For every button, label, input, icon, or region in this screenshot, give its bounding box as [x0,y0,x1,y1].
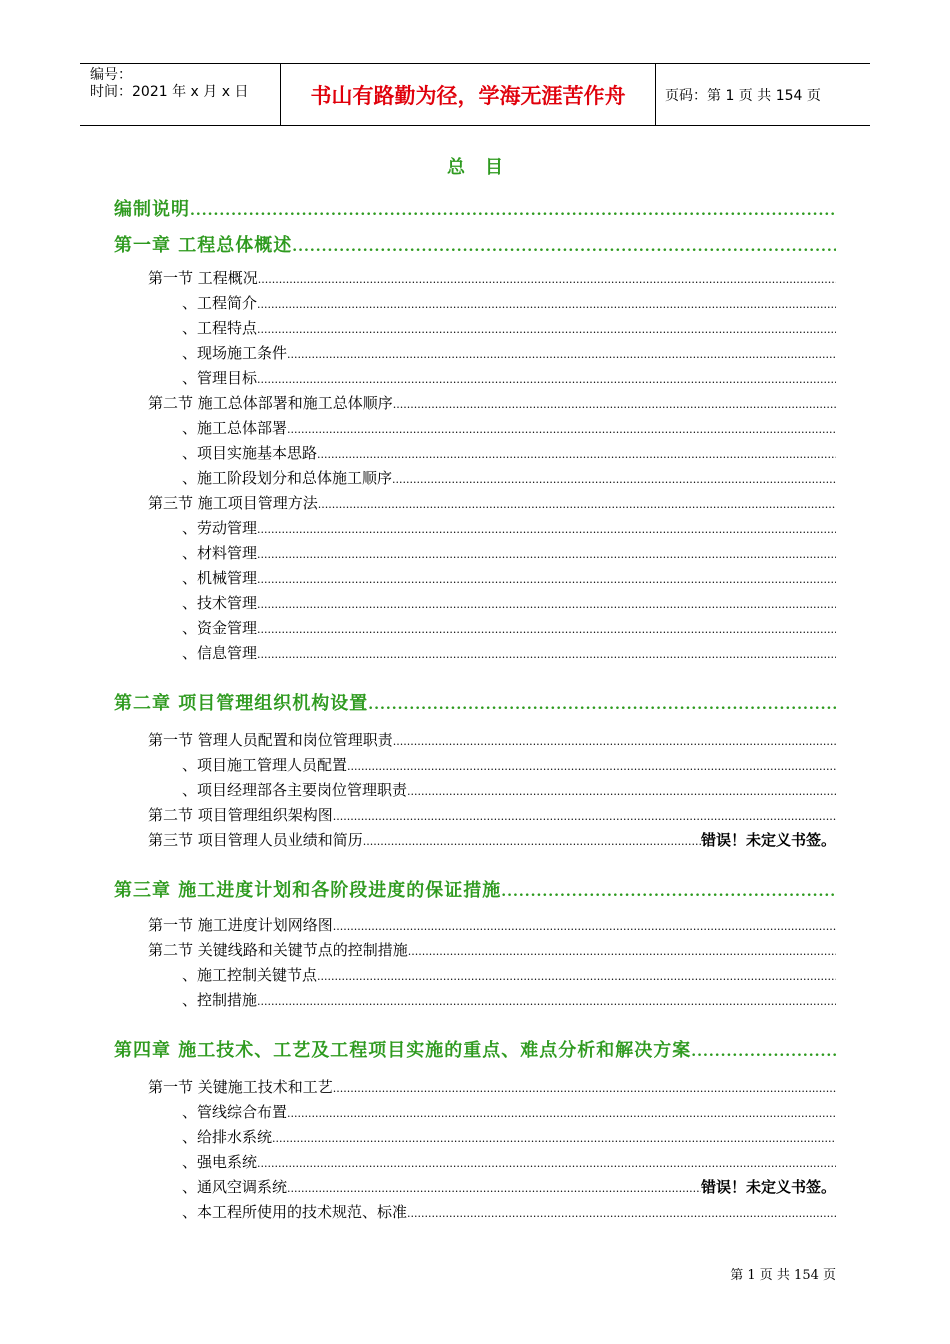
toc-leader-dots [333,810,836,823]
toc-leader-dots [407,1207,836,1220]
toc-item[interactable] [182,567,836,588]
page-footer: 第 1 页 共 154 页 [730,1268,836,1283]
toc-error-text: 错误！未定义书签。 [700,1178,836,1196]
toc-entry-text: 、工程特点 [182,319,258,337]
toc-section[interactable] [148,829,836,850]
toc-section[interactable] [148,492,836,513]
toc-entry-text: 、项目实施基本思路 [182,444,318,462]
toc-leader-dots [287,1107,836,1120]
toc-item[interactable] [182,642,836,663]
toc-leader-dots [190,203,836,219]
toc-entry-text: 第一章 工程总体概述 [114,235,293,256]
toc-entry-text: 、给排水系统 [182,1128,273,1146]
toc-item[interactable] [182,417,836,438]
toc-leader-dots [257,573,836,586]
toc-entry-text: 、施工阶段划分和总体施工顺序 [182,469,393,487]
toc-item[interactable] [182,442,836,463]
toc-leader-dots [392,473,836,486]
toc-section[interactable] [148,1076,836,1097]
toc-entry-text: 编制说明 [114,199,190,220]
toc-entry-text: 、工程简介 [182,294,258,312]
toc-entry-text: 第一节 管理人员配置和岗位管理职责 [148,731,393,749]
toc-entry-text: 、管理目标 [182,369,258,387]
toc-item[interactable] [182,1176,836,1197]
toc-section[interactable] [148,392,836,413]
toc-leader-dots [257,523,836,536]
toc-item[interactable] [182,989,836,1010]
toc-leader-dots [287,348,836,361]
toc-leader-dots [257,548,836,561]
toc-entry-text: 、强电系统 [182,1153,258,1171]
toc-item[interactable] [182,517,836,538]
toc-item[interactable] [182,1151,836,1172]
toc-entry-text: 第二节 关键线路和关键节点的控制措施 [148,941,408,959]
toc-leader-dots [257,598,836,611]
toc-leader-dots [258,273,836,286]
toc-entry-text: 、技术管理 [182,594,258,612]
toc-entry-text: 第二节 施工总体部署和施工总体顺序 [148,394,393,412]
page-header [80,63,870,126]
toc-leader-dots [272,1132,836,1145]
toc-chapter[interactable] [114,1036,836,1062]
toc-leader-dots [368,697,836,713]
toc-item[interactable] [182,542,836,563]
toc-leader-dots [292,239,836,255]
toc-entry-text: 、施工控制关键节点 [182,966,318,984]
toc-item[interactable] [182,317,836,338]
toc-entry-text: 、本工程所使用的技术规范、标准 [182,1203,408,1221]
toc-entry-text: 第二章 项目管理组织机构设置 [114,693,369,714]
toc-entry-text: 、项目经理部各主要岗位管理职责 [182,781,408,799]
toc-section[interactable] [148,729,836,750]
toc-entry-text: 第三章 施工进度计划和各阶段进度的保证措施 [114,880,502,901]
toc-leader-dots [347,760,836,773]
toc-chapter[interactable] [114,195,836,221]
header-meta [80,64,280,125]
toc-leader-dots [257,623,836,636]
toc-leader-dots [691,1044,836,1060]
toc-entry-text: 第一节 工程概况 [148,269,258,287]
toc-item[interactable] [182,1101,836,1122]
toc-leader-dots [393,735,836,748]
toc-leader-dots [501,884,836,900]
toc-leader-dots [257,1157,836,1170]
toc-leader-dots [287,1182,701,1195]
toc-section[interactable] [148,267,836,288]
toc-entry-text: 、资金管理 [182,619,258,637]
toc-section[interactable] [148,804,836,825]
toc-entry-text: 第一节 施工进度计划网络图 [148,916,333,934]
toc-chapter[interactable] [114,231,836,257]
toc-entry-text: 第四章 施工技术、工艺及工程项目实施的重点、难点分析和解决方案 [114,1040,692,1061]
header-page-info: 页码：第 1 页 共 154 页 [665,87,821,104]
toc-entry-text: 第二节 项目管理组织架构图 [148,806,333,824]
toc-leader-dots [257,323,836,336]
toc-leader-dots [408,945,836,958]
toc-entry-text: 、控制措施 [182,991,258,1009]
toc-leader-dots [257,298,836,311]
toc-item[interactable] [182,617,836,638]
toc-leader-dots [318,498,836,511]
toc-leader-dots [407,785,836,798]
toc-entry-text: 、材料管理 [182,544,258,562]
toc-item[interactable] [182,1201,836,1222]
toc-item[interactable] [182,467,836,488]
toc-leader-dots [257,373,836,386]
toc-leader-dots [257,995,836,1008]
toc-item[interactable] [182,367,836,388]
toc-item[interactable] [182,342,836,363]
toc-chapter[interactable] [114,876,836,902]
toc-leader-dots [317,448,836,461]
toc-section[interactable] [148,939,836,960]
toc-entry-text: 第三节 施工项目管理方法 [148,494,318,512]
toc-leader-dots [257,648,836,661]
toc-leader-dots [317,970,836,983]
toc-entry-text: 第一节 关键施工技术和工艺 [148,1078,333,1096]
toc-leader-dots [363,835,701,848]
toc-leader-dots [287,423,836,436]
toc-chapter[interactable] [114,689,836,715]
time-label: 时间：2021 年 x 月 x 日 [90,84,249,100]
toc-leader-dots [333,1082,836,1095]
toc-item[interactable] [182,964,836,985]
toc-entry-text: 第三节 项目管理人员业绩和简历 [148,831,363,849]
toc-error-text: 错误！未定义书签。 [700,831,836,849]
toc-entry-text: 、劳动管理 [182,519,258,537]
toc-entry-text: 、施工总体部署 [182,419,288,437]
toc-entry-text: 、现场施工条件 [182,344,288,362]
toc-entry-text: 、机械管理 [182,569,258,587]
toc-entry-text: 、通风空调系统 [182,1178,288,1196]
toc-entry-text: 、项目施工管理人员配置 [182,756,348,774]
toc-item[interactable] [182,292,836,313]
toc-leader-dots [333,920,836,933]
toc-entry-text: 、管线综合布置 [182,1103,288,1121]
toc-title: 总目 [447,157,523,178]
toc-item[interactable] [182,1126,836,1147]
toc-entry-text: 、信息管理 [182,644,258,662]
toc-section[interactable] [148,914,836,935]
header-motto: 书山有路勤为径，学海无涯苦作舟 [280,64,656,125]
number-label: 编号： [90,67,132,83]
toc-leader-dots [393,398,836,411]
toc-item[interactable] [182,779,836,800]
toc-item[interactable] [182,592,836,613]
toc-item[interactable] [182,754,836,775]
